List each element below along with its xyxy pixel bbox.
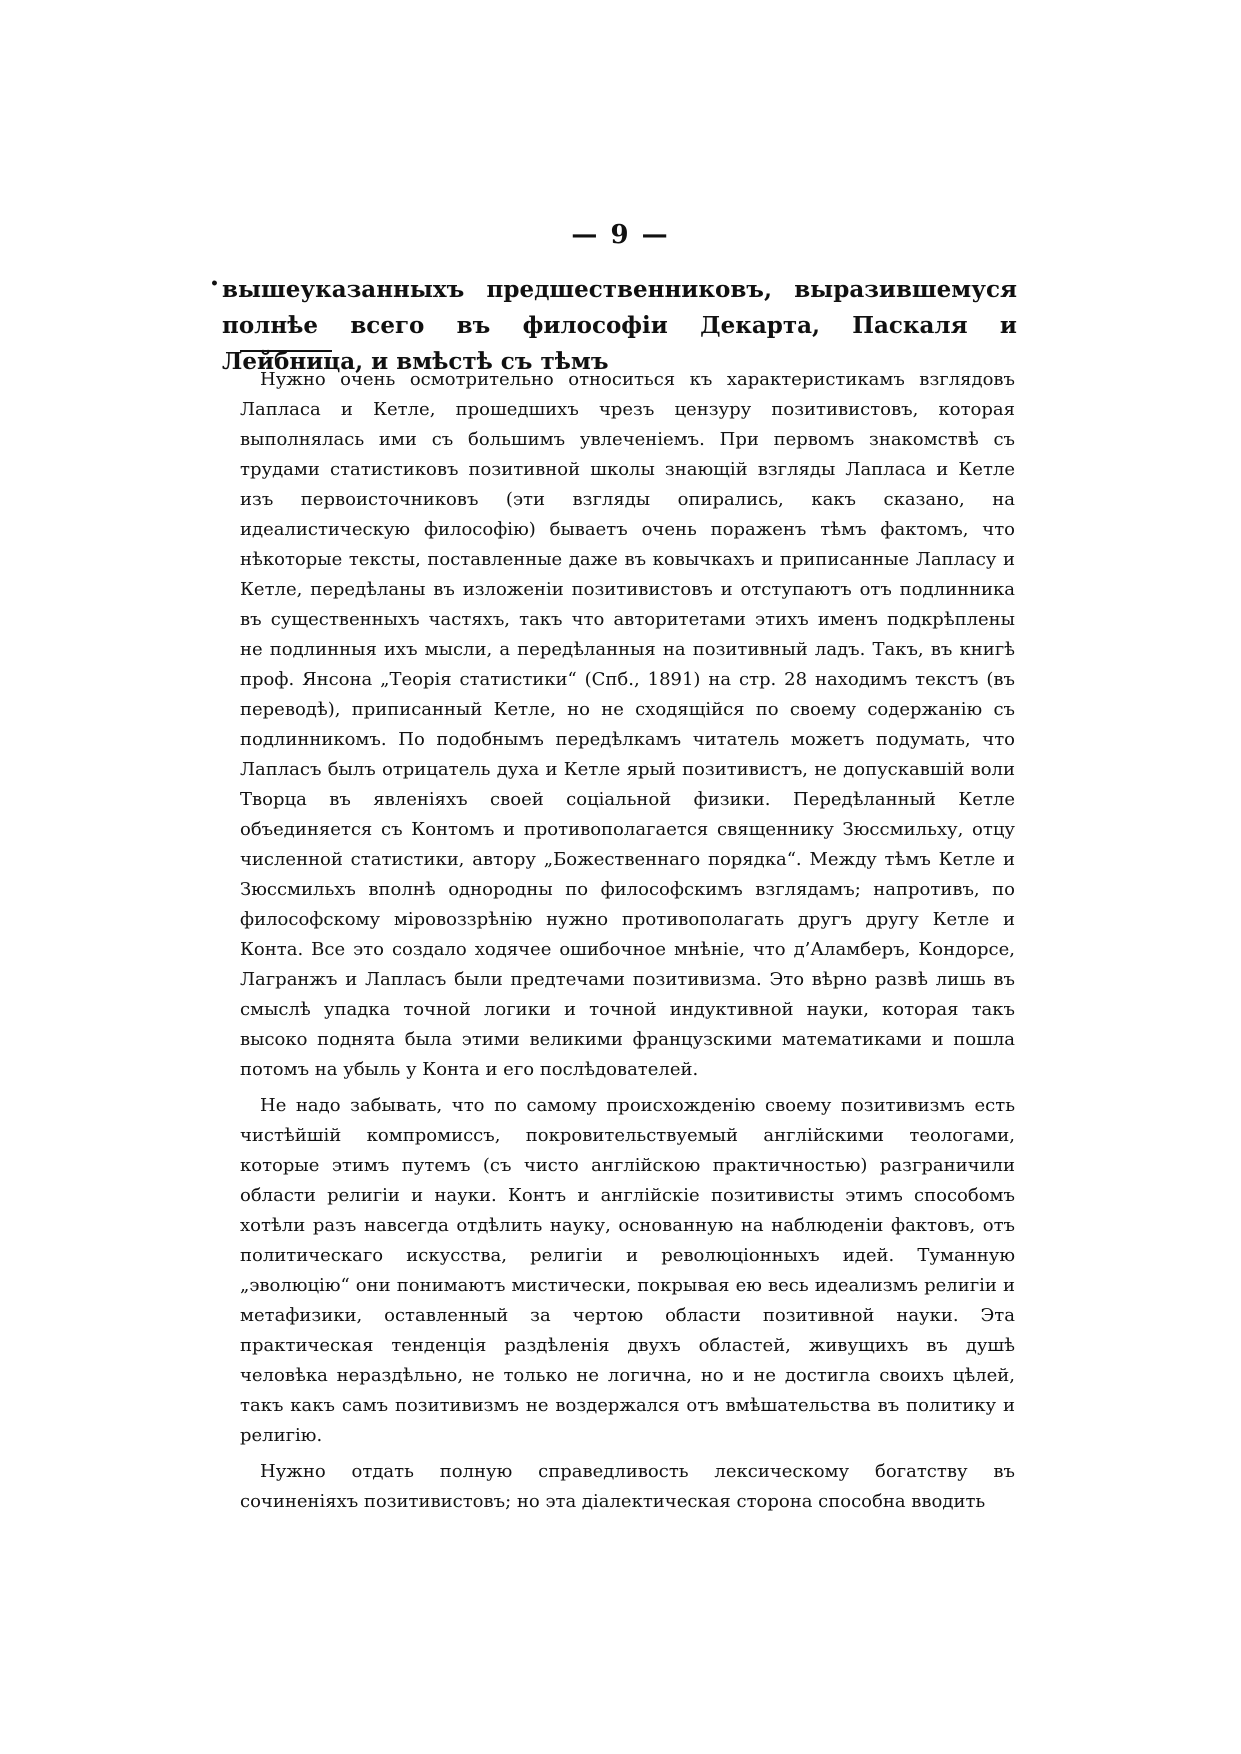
- footnote-block: [240, 365, 1015, 1517]
- footnote-paragraph-3: Нужно отдать полную справедливость лексическому богатству въ сочиненiяхъ позитивистовъ; но эта дiалектическая сторона способна вводить: [240, 1461, 1015, 1512]
- margin-mark: •: [210, 276, 219, 292]
- footnote-paragraph-1: Нужно очень осмотрительно относиться къ характеристикамъ взглядовъ Лапласа и Кетле, прошедшихъ чрезъ цензуру позитивистовъ, которая выполнялась ими съ большимъ увлеченiемъ. При первомъ знакомствѣ съ трудами статистиковъ позитивной школы знающiй взгляды Лапласа и Кетле изъ первоисточниковъ (эти взгляды опирались, какъ сказано, на идеалистическую философiю) бываетъ очень пораженъ тѣмъ фактомъ, что нѣкоторые тексты, поставленные даже въ ковычкахъ и приписанные Лапласу и Кетле, передѣланы въ изложенiи позитивистовъ и отступаютъ отъ подлинника въ существенныхъ частяхъ, такъ что авторитетами этихъ именъ подкрѣплены не подлинныя ихъ мысли, а передѣланныя на позитивный ладъ. Такъ, въ книгѣ проф. Янсона „Теорiя статистики“ (Спб., 1891) на стр. 28 находимъ текстъ (въ переводѣ), приписанный Кетле, но не сходящiйся по своему содержанiю съ подлинникомъ. По подобнымъ передѣлкамъ читатель можетъ подумать, что Лапласъ былъ отрицатель духа и Кетле ярый позитивистъ, не допускавшiй воли Творца въ явленiяхъ своей соцiальной физики. Передѣланный Кетле объединяется съ Контомъ и противополагается священнику Зюссмильху, отцу численной статистики, автору „Божественнаго порядка“. Между тѣмъ Кетле и Зюссмильхъ вполнѣ однородны по философскимъ взглядамъ; напротивъ, по философскому мiровоззрѣнiю нужно противополагать другъ другу Кетле и Конта. Все это создало ходячее ошибочное мнѣнiе, что д’Аламберъ, Кондорсе, Лагранжъ и Лапласъ были предтечами позитивизма. Это вѣрно развѣ лишь въ смыслѣ упадка точной логики и точной индуктивной науки, которая такъ высоко поднята была этими великими французскими математиками и пошла потомъ на убыль у Конта и его послѣдователей.: [240, 369, 1015, 1080]
- page-number: — 9 —: [571, 220, 670, 250]
- footnote-separator: [240, 350, 332, 352]
- footnote-paragraph-2: Не надо забывать, что по самому происхожденiю своему позитивизмъ есть чистѣйшiй компромиссъ, покровительствуемый англiйскими теологами, которые этимъ путемъ (съ чисто англiйскою практичностью) разграничили области религiи и науки. Контъ и англiйскiе позитивисты этимъ способомъ хотѣли разъ навсегда отдѣлить науку, основанную на наблюденiи фактовъ, отъ политическаго искусства, религiи и революцiонныхъ идей. Туманную „эволюцiю“ они понимаютъ мистически, покрывая ею весь идеализмъ религiи и метафизики, оставленный за чертою области позитивной науки. Эта практическая тенденцiя раздѣленiя двухъ областей, живущихъ въ душѣ человѣка нераздѣльно, не только не логична, но и не достигла своихъ цѣлей, такъ какъ самъ позитивизмъ не воздержался отъ вмѣшательства въ политику и религiю.: [240, 1095, 1015, 1446]
- main-text-continuation: вышеуказанныхъ предшественниковъ, выразившемуся полнѣе всего въ философiи Декарта, Паскаля и Лейбница, и вмѣстѣ съ тѣмъ: [222, 276, 1017, 375]
